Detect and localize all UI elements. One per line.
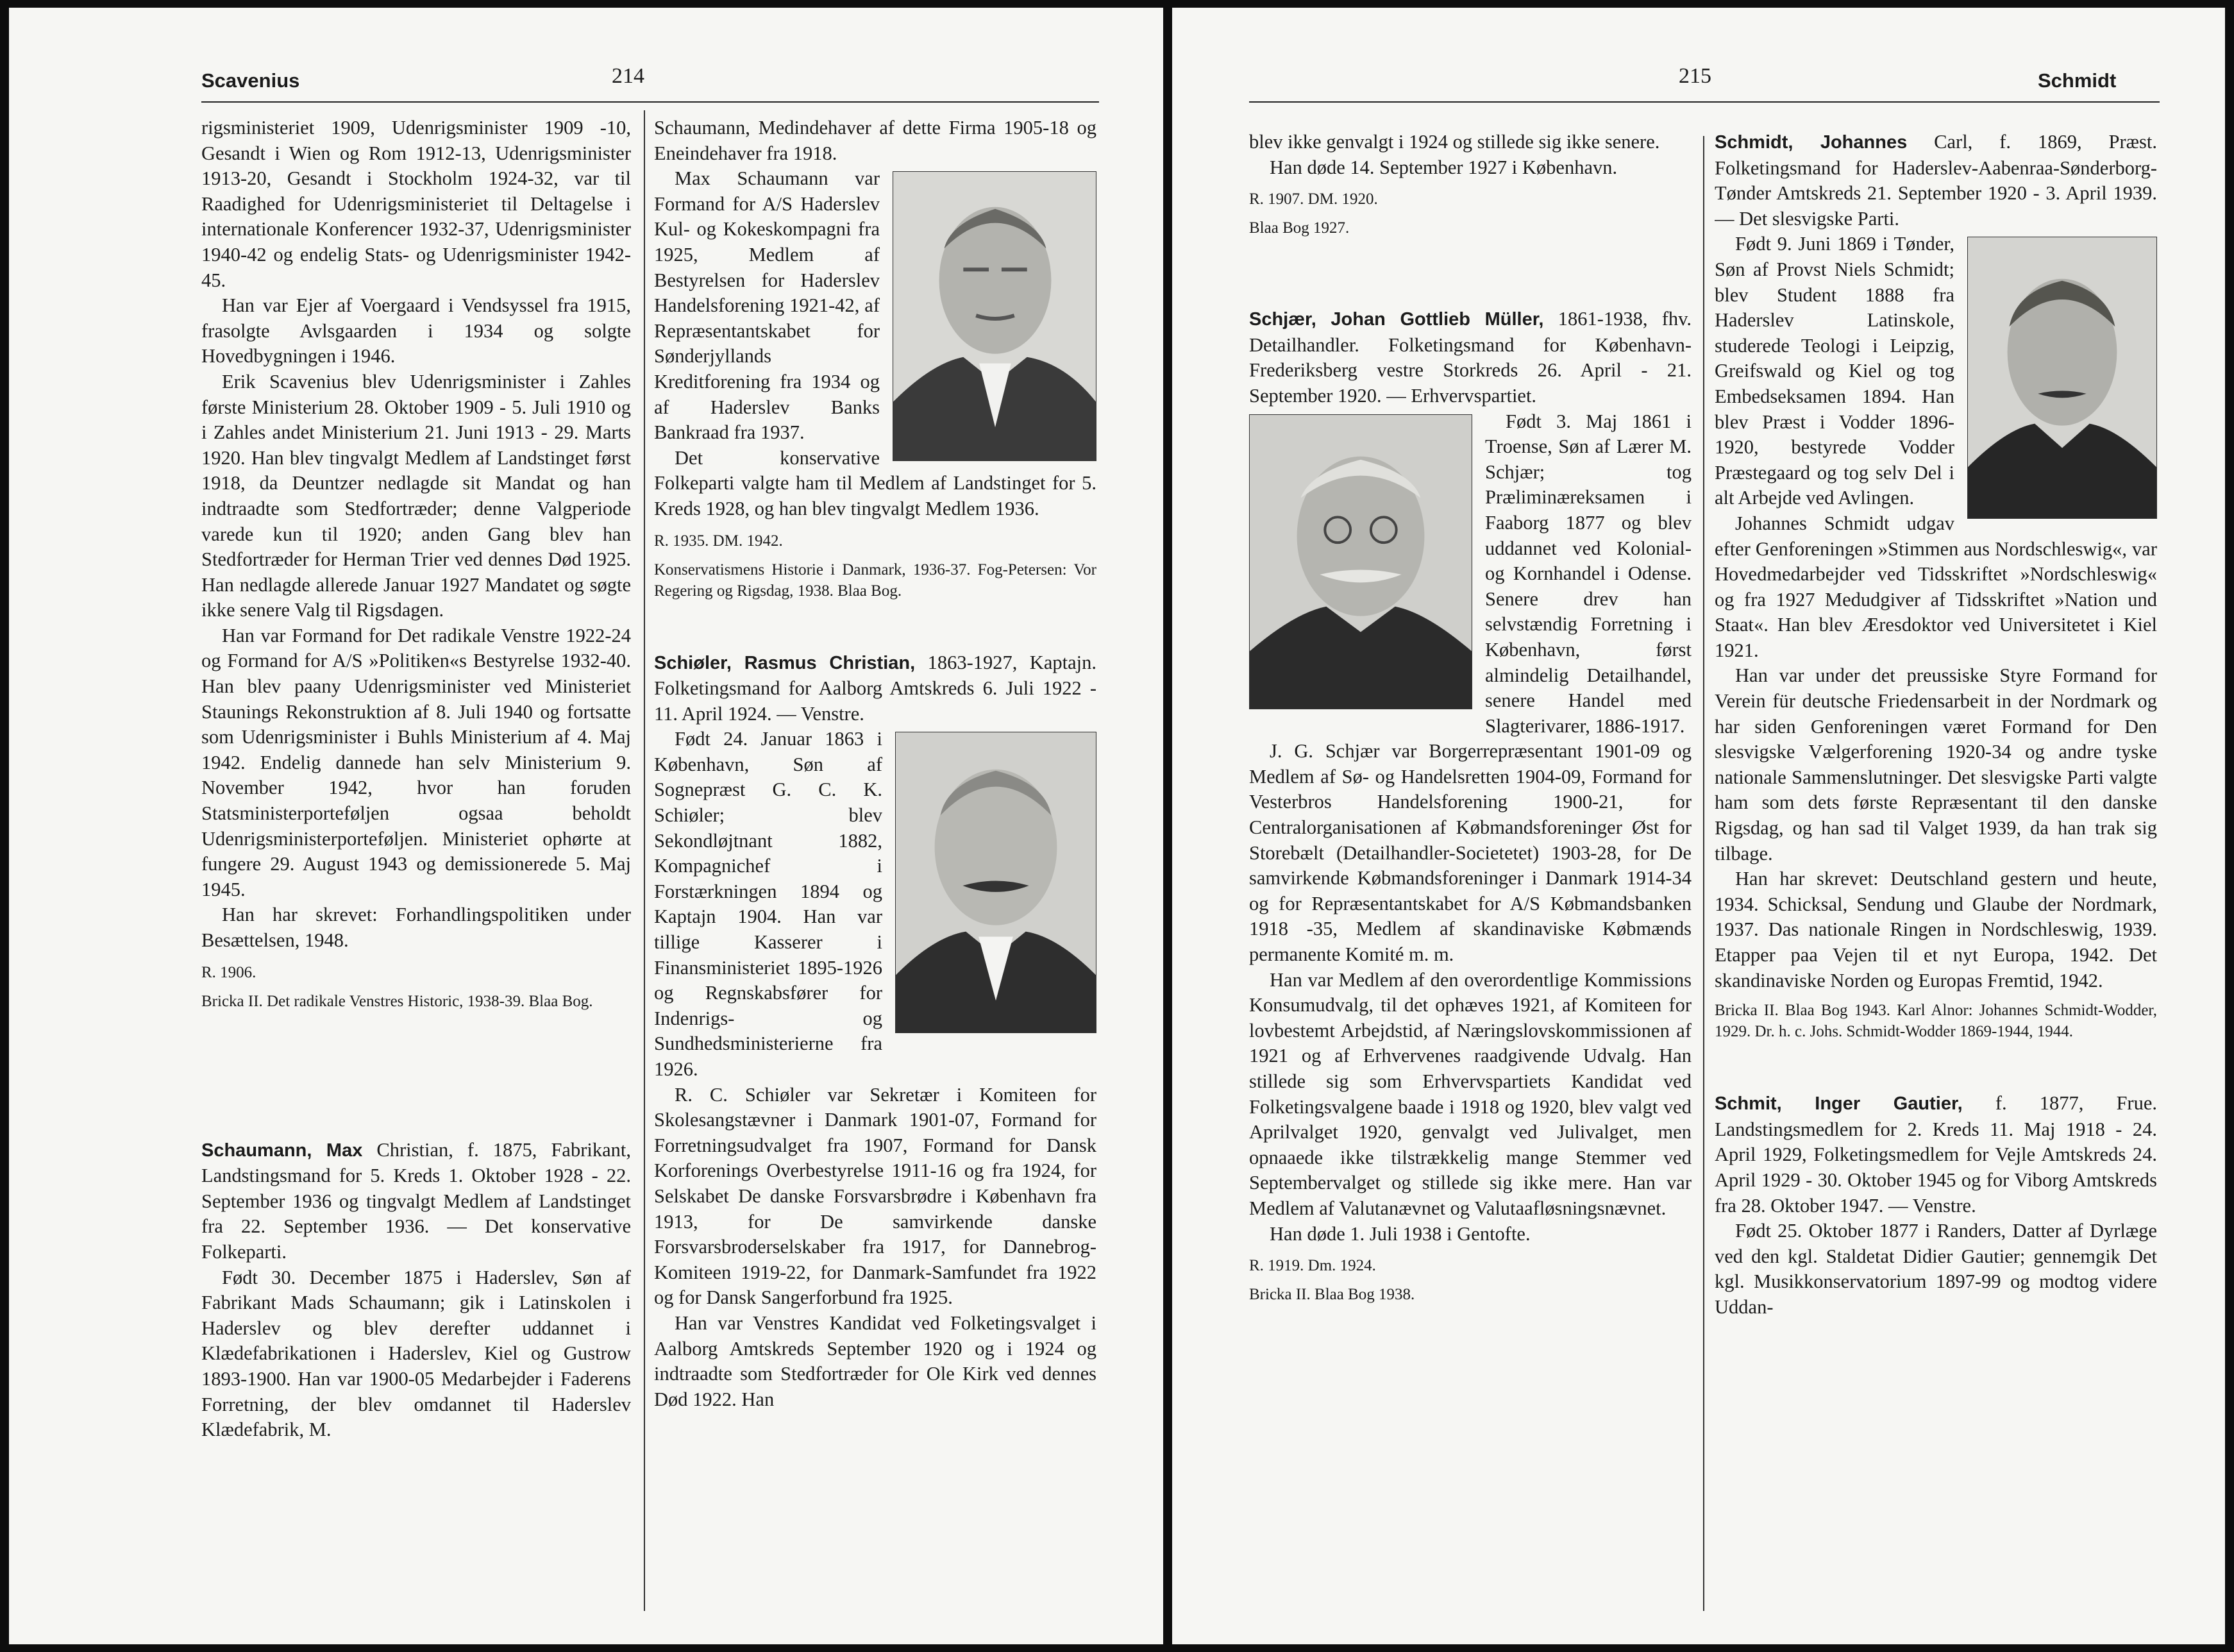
portrait-photo-schjaer — [1249, 414, 1472, 709]
portrait-photo-schmidt — [1967, 237, 2157, 519]
entry-heading-schaumann: Schaumann, Max Christian, f. 1875, Fabrikant, Landstingsmand for 5. Kreds 1. Oktober 1928 - 22. September 1936 og tingvalgt Medlem af Landstinget fra 22. September 1936. — Det konservative Folkeparti. — [201, 1138, 631, 1263]
paragraph: Han var Ejer af Voergaard i Vendsyssel fra 1915, frasolgte Avlsgaarden i 1934 og solgte Hovedbygningen i 1946. — [201, 294, 631, 367]
entry-heading-schmidt: Schmidt, Johannes Carl, f. 1869, Præst. Folketingsmand for Haderslev-Aabenraa-Sønderborg-Tønder Amtskreds 21. September 1920 - 3. April 1939. — Det slesvigske Parti. — [1715, 131, 2157, 230]
left-column-1 — [201, 115, 631, 1622]
paragraph: Johannes Schmidt udgav efter Genforeningen »Stimmen aus Nordschleswig«, var Hovedmedarbejder ved Tidsskriftet »Nordschleswig« og fra 1927 Medudgiver af Tidsskriftet »Nation und Staat«. Han blev Æresdoktor ved Universitetet i Kiel 1921. — [1715, 512, 2157, 661]
paragraph: Født 30. December 1875 i Haderslev, Søn af Fabrikant Mads Schaumann; gik i Latinskolen i Haderslev og blev derefter uddannet i Klædefabrikationen i Haderslev, Kiel og Gustrow 1893-1900. Han var 1900-05 Medarbejder i Faderens Forretning, der blev omdannet til Haderslev Klædefabrik, M. — [201, 1266, 631, 1441]
paragraph: Han var under det preussiske Styre Formand for Verein für deutsche Friedensarbeit in der Nordmark og har siden Genforeningen været Formand for Den slesvigske Vælgerforening 1920-34 og andre tyske nationale Sammenslutninger. Det slesvigske Parti valgte ham som dets første Repræsentant til den danske Rigsdag, og han sad til Valget 1939, da han trak sig tilbage. — [1715, 664, 2157, 864]
paragraph: Han døde 1. Juli 1938 i Gentofte. — [1270, 1222, 1531, 1245]
paragraph: Han var Formand for Det radikale Venstre 1922-24 og Formand for A/S »Politiken«s Bestyrelse 1932-40. Han blev paany Udenrigsminister ved Ministeriet Staunings Rekonstruktion af 8. Juli 1940 og fortsatte som Udenrigsminister i Buhls Ministerium af 4. Maj 1942. Endelig dannede han selv Ministerium 9. November 1942, hvor han foruden Statsministerporteføljen ogsaa beholdt Udenrigsministerporteføljen. Ministeriet ophørte at fungere 29. August 1943 og demissionerede 5. Maj 1945. — [201, 624, 631, 900]
paragraph: Født 9. Juni 1869 i Tønder, Søn af Provst Niels Schmidt; blev Student 1888 fra Haderslev Latinskole, studerede Teologi i Leipzig, Greifswald og Kiel og tog Embedseksamen 1894. Han blev Præst i Vodder 1896-1920, bestyrede Vodder Præstegaard og tog selv Del i alt Arbejde ved Avlingen. — [1715, 233, 1954, 509]
paragraph: Han var Venstres Kandidat ved Folketingsvalget i Aalborg Amtskreds September 1920 og i 1924 og indtraadte som Stedfortræder for Ole Kirk ved dennes Død 1922. Han — [654, 1311, 1096, 1410]
paragraph: R. C. Schiøler var Sekretær i Komiteen for Skolesangstævner i Danmark 1901-07, Formand for Forretningsudvalget fra 1907, Formand for Dansk Korforenings Overbestyrelse 1911-16 og fra 1924, for Selskabet De danske Forsvarsbrødre i København fra 1913, for De samvirkende danske Forsvarsbroderselskaber fra 1917, for Dannebrog-Komiteen 1919-22, for Danmark-Samfundet fra 1922 og for Dansk Sangerforbund fra 1925. — [654, 1083, 1096, 1309]
paragraph: Erik Scavenius blev Udenrigsminister i Zahles første Ministerium 28. Oktober 1909 - 5. Juli 1910 og i Zahles andet Ministerium 21. Juni 1913 - 29. Marts 1920. Han blev tingvalgt Medlem af Landstinget først 1918, da Deuntzer nedlagde sit Mandat og han indtraadte som Stedfortræder; denne Valgperiode varede kun til 1920; anden Gang blev han Stedfortræder for Herman Trier ved dennes Død 1925. Han nedlagde allerede Januar 1927 Mandatet og søgte ikke senere Valg til Rigsdagen. — [201, 370, 631, 621]
entry-heading-schioler: Schiøler, Rasmus Christian, 1863-1927, Kaptajn. Folketingsmand for Aalborg Amtskreds 6. Juli 1922 - 11. April 1924. — Venstre. — [654, 651, 1096, 725]
sources-line: Bricka II. Blaa Bog 1943. Karl Alnor: Johannes Schmidt-Wodder, 1929. Dr. h. c. Johs. Schmidt-Wodder 1869-1944, 1944. — [1715, 1002, 2157, 1041]
left-column-2 — [654, 115, 1096, 1622]
right-column-2 — [1715, 130, 2157, 1624]
paragraph: Max Schaumann var Formand for A/S Haderslev Kul- og Kokeskompagni fra 1925, Medlem af Bestyrelsen for Haderslev Handelsforening 1921-42, af Repræsentantskabet for Sønderjyllands Kreditforening fra 1934 og af Haderslev Banks Bankraad fra 1937. — [654, 167, 880, 444]
running-head-right: Schmidt — [2038, 69, 2117, 92]
paragraph: Han har skrevet: Deutschland gestern und heute, 1934. Schicksal, Sendung und Glaube der Nordmark, 1937. Das nationale Ringen in Nordschleswig, 1939. Etapper paa Vejen til et nyt Europa, 1942. Det skandinaviske Norden og Europas Fremtid, 1942. — [1715, 868, 2157, 991]
page-number-right: 215 — [1679, 64, 1711, 88]
entry-heading-schmit: Schmit, Inger Gautier, f. 1877, Frue. Landstingsmedlem for 2. Kreds 11. Maj 1918 - 24. April 1929, Folketingsmedlem for Vejle Amtskreds 24. April 1929 - 30. Oktober 1945 og for Viborg Amtskreds fra 28. Oktober 1947. — Venstre. — [1715, 1092, 2157, 1217]
running-head-left: Scavenius — [201, 69, 300, 92]
order-line: R. 1906. — [201, 963, 256, 981]
header-rule — [201, 101, 1099, 103]
paragraph: Født 3. Maj 1861 i Troense, Søn af Lærer M. Schjær; tog Præliminæreksamen i Faaborg 1877 og blev uddannet ved Kolonial- og Kornhandel i Odense. Senere drev han selvstændig Forretning i København, først almindelig Detailhandel, senere Handel med Slagterivarer, 1886-1917. — [1485, 410, 1692, 737]
right-page — [1172, 8, 2225, 1644]
left-page — [9, 8, 1163, 1644]
entry-heading-schjaer: Schjær, Johan Gottlieb Müller, 1861-1938, fhv. Detailhandler. Folketingsmand for København-Frederiksberg vestre Storkreds 26. April - 21. September 1920. — Erhvervspartiet. — [1249, 308, 1692, 407]
paragraph: Det konservative Folkeparti valgte ham til Medlem af Landstinget for 5. Kreds 1928, og han blev tingvalgt Medlem 1936. — [654, 446, 1096, 519]
paragraph: Han døde 14. September 1927 i København. — [1270, 156, 1618, 178]
page-number-left: 214 — [612, 64, 644, 88]
order-line: R. 1935. DM. 1942. — [654, 532, 783, 550]
column-divider — [1703, 136, 1704, 1611]
sources-line: Bricka II. Det radikale Venstres Historic, 1938-39. Blaa Bog. — [201, 992, 593, 1010]
header-rule — [1249, 101, 2160, 103]
paragraph: J. G. Schjær var Borgerrepræsentant 1901-09 og Medlem af Sø- og Handelsretten 1904-09, Formand for Vesterbros Handelsforening 1900-21, for Centralorganisationen af Købmandsforeninger Øst for Storebælt (Detailhandler-Societetet) 1903-28, for De samvirkende Købmandsforeninger i Danmark 1914-34 og for Repræsentantskabet for A/S Købmandsbanken 1918 -35, Medlem af skandinaviske Købmænds permanente Komité m. m. — [1249, 740, 1692, 966]
right-column-1 — [1249, 130, 1692, 1624]
sources-line: Blaa Bog 1927. — [1249, 219, 1350, 237]
entry-name: Schiøler, Rasmus Christian, — [654, 652, 916, 673]
paragraph: Han har skrevet: Forhandlingspolitiken under Besættelsen, 1948. — [201, 904, 631, 951]
order-line: R. 1919. Dm. 1924. — [1249, 1257, 1376, 1275]
paragraph: Født 25. Oktober 1877 i Randers, Datter af Dyrlæge ved den kgl. Staldetat Didier Gautier; gennemgik Det kgl. Musikkonservatorium 1897-99 og modtog videre Uddan- — [1715, 1220, 2157, 1318]
sources-line: Konservatismens Historie i Danmark, 1936-37. Fog-Petersen: Vor Regering og Rigsdag, 1938. Blaa Bog. — [654, 560, 1096, 600]
column-divider — [644, 110, 645, 1611]
portrait-photo-schaumann — [893, 171, 1096, 461]
sources-line: Bricka II. Blaa Bog 1938. — [1249, 1286, 1415, 1304]
entry-name: Schaumann, Max — [201, 1140, 363, 1161]
paragraph: Han var Medlem af den overordentlige Kommissions Konsumudvalg, til det ophæves 1921, af Komiteen for lovbestemt Arbejdstid, af Næringslovskommissionen af 1921 og af Erhvervenes raadgivende Udvalg. Han stillede sig som Erhvervspartiets Kandidat ved Folketingsvalgene baade i 1918 og 1920, blev valgt ved Aprilvalget 1920, genvalgt ved Julivalget, men opnaaede ikke tilstrækkelig mange Stemmer ved Septembervalget og stillede sig ikke mere. Han var Medlem af Valutanævnet og Valutaafløsningsnævnet. — [1249, 968, 1692, 1219]
paragraph: rigsministeriet 1909, Udenrigsminister 1909 -10, Gesandt i Wien og Rom 1912-13, Udenrigsminister 1913-20, Gesandt i Stockholm 1924-32, var til Raadighed for Udenrigsministeriet til Deltagelse i internationale Konferencer 1932-37, Udenrigsminister 1940-42 og endelig Stats- og Udenrigsminister 1942-45. — [201, 117, 631, 291]
order-line: R. 1907. DM. 1920. — [1249, 190, 1378, 208]
paragraph: Født 24. Januar 1863 i København, Søn af Sognepræst G. C. K. Schiøler; blev Sekondløjtnant 1882, Kompagnichef i Forstærkningen 1894 og Kaptajn 1904. Han var tillige Kasserer i Finansministeriet 1895-1926 og Regnskabsfører for Indenrigs- og Sundhedsministerierne fra 1926. — [654, 728, 882, 1080]
entry-name: Schjær, Johan Gottlieb Müller, — [1249, 309, 1544, 330]
entry-name: Schmidt, Johannes — [1715, 132, 1908, 153]
entry-name: Schmit, Inger Gautier, — [1715, 1093, 1963, 1115]
portrait-photo-schioler — [895, 732, 1096, 1033]
paragraph: blev ikke genvalgt i 1924 og stillede sig ikke senere. — [1249, 131, 1660, 153]
paragraph: Schaumann, Medindehaver af dette Firma 1905-18 og Eneindehaver fra 1918. — [654, 117, 1096, 164]
